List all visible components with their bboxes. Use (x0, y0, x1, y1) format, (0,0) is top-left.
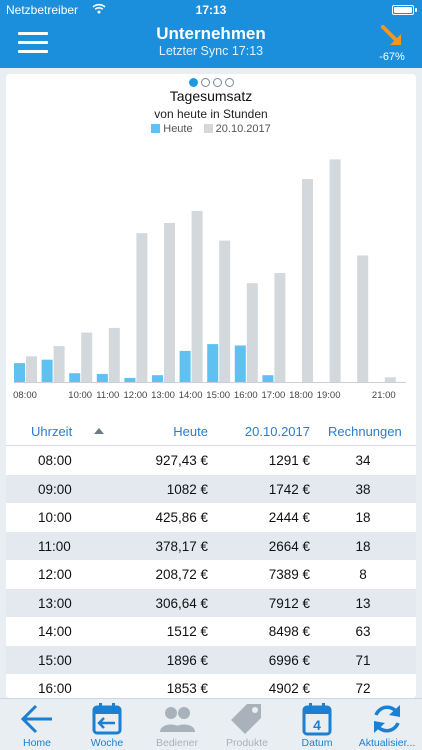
bar-heute[interactable] (69, 373, 80, 382)
sales-card (6, 74, 416, 698)
cell-rechnungen: 18 (355, 538, 371, 554)
tab-label: Home (22, 737, 51, 749)
cell-heute: 425,86 € (155, 510, 208, 525)
x-tick-label: 08:00 (13, 390, 37, 401)
tab-label: Aktualisier... (358, 737, 416, 749)
x-tick-label: 17:00 (261, 390, 286, 401)
tab-label: Woche (90, 737, 124, 749)
table-row[interactable] (6, 503, 416, 532)
header-time[interactable]: Uhrzeit (31, 424, 73, 439)
back-arrow-icon (19, 702, 55, 736)
cell-prev: 7389 € (268, 567, 310, 582)
bar-heute[interactable] (124, 378, 135, 382)
bar-heute[interactable] (235, 346, 246, 383)
legend-label: Heute (163, 123, 193, 135)
table-header (6, 418, 416, 446)
table-row[interactable] (6, 646, 416, 675)
header-prev[interactable]: 20.10.2017 (244, 424, 310, 439)
cell-time: 11:00 (38, 538, 71, 554)
bar-prev[interactable] (54, 346, 65, 382)
cell-time: 14:00 (38, 624, 72, 639)
cell-rechnungen: 71 (355, 652, 371, 668)
cell-prev: 2444 € (268, 510, 310, 525)
x-tick-label: 10:00 (68, 390, 93, 401)
bar-prev[interactable] (330, 159, 341, 382)
cell-prev: 1291 € (268, 453, 310, 468)
cell-rechnungen: 38 (355, 481, 371, 497)
table-row[interactable] (6, 446, 416, 475)
bar-prev[interactable] (81, 333, 92, 382)
cell-rechnungen: 13 (355, 595, 371, 611)
cell-rechnungen: 63 (355, 624, 371, 639)
cell-heute: 1853 € (166, 681, 208, 696)
x-tick-label: 13:00 (151, 390, 175, 401)
page-dot[interactable] (213, 78, 222, 87)
cell-time: 13:00 (38, 595, 72, 611)
page-title: Unternehmen (156, 24, 266, 43)
last-sync-label: Letzter Sync 17:13 (158, 44, 264, 58)
table-row[interactable] (6, 589, 416, 618)
cell-heute: 1512 € (166, 624, 208, 639)
cell-rechnungen: 34 (355, 453, 371, 468)
trend-percentage: -67% (379, 51, 405, 63)
x-tick-label: 18:00 (289, 390, 313, 401)
cell-time: 16:00 (38, 681, 72, 696)
bar-heute[interactable] (262, 375, 273, 382)
cell-heute: 378,17 € (155, 538, 208, 554)
header-rechnungen[interactable]: Rechnungen (328, 424, 402, 439)
page-dot[interactable] (201, 78, 210, 87)
bar-prev[interactable] (274, 273, 285, 382)
x-tick-label: 19:00 (316, 390, 341, 401)
battery-icon (392, 5, 414, 15)
calendar-day-icon (299, 702, 335, 736)
bar-prev[interactable] (219, 241, 230, 382)
legend-item-heute (151, 123, 192, 135)
cell-prev: 7912 € (268, 595, 310, 611)
tab-label: Produkte (225, 737, 269, 749)
cell-time: 12:00 (38, 567, 72, 582)
bar-prev[interactable] (109, 328, 120, 382)
chart-legend (6, 123, 416, 135)
cell-prev: 4902 € (268, 681, 310, 696)
legend-item-prev (204, 123, 271, 135)
status-time: 17:13 (195, 3, 227, 17)
bar-prev[interactable] (302, 179, 313, 382)
table-row[interactable] (6, 617, 416, 646)
cell-prev: 2664 € (268, 538, 310, 554)
page-dot[interactable] (189, 78, 198, 87)
refresh-icon (369, 702, 405, 736)
cell-rechnungen: 72 (355, 681, 371, 696)
tab-datum[interactable] (282, 699, 352, 750)
sales-table (6, 446, 416, 698)
x-tick-label: 14:00 (178, 390, 203, 401)
cell-prev: 8498 € (268, 624, 310, 639)
carrier-name: Netzbetreiber (6, 3, 79, 17)
cell-prev: 6996 € (268, 652, 310, 668)
bar-heute[interactable] (152, 375, 163, 382)
bar-heute[interactable] (14, 363, 25, 382)
bar-prev[interactable] (26, 356, 37, 382)
cell-heute: 306,64 € (155, 595, 208, 611)
cell-heute: 1896 € (166, 652, 208, 668)
cell-heute: 927,43 € (155, 453, 208, 468)
cell-time: 10:00 (38, 510, 72, 525)
cell-heute: 208,72 € (155, 567, 208, 582)
x-tick-label: 21:00 (371, 390, 396, 401)
cell-time: 15:00 (38, 652, 72, 668)
chart-subtitle: von heute in Stunden (154, 107, 268, 121)
bar-prev[interactable] (357, 256, 368, 383)
tab-bediener[interactable] (142, 699, 212, 750)
bar-heute[interactable] (42, 360, 53, 382)
sales-bar-chart[interactable] (6, 136, 416, 416)
bar-prev[interactable] (385, 377, 396, 382)
x-tick-label: 16:00 (233, 390, 258, 401)
trend-down-arrow-icon (380, 24, 404, 48)
nav-bar (0, 20, 422, 68)
calendar-day-number: 4 (313, 717, 321, 733)
x-tick-label: 15:00 (206, 390, 231, 401)
legend-swatch (151, 124, 160, 133)
sort-ascending-icon[interactable] (94, 428, 104, 434)
bar-heute[interactable] (207, 344, 218, 382)
cell-time: 08:00 (38, 453, 72, 468)
table-row[interactable] (6, 674, 416, 698)
cell-time: 09:00 (38, 481, 72, 497)
cell-heute: 1082 € (166, 481, 208, 497)
bar-prev[interactable] (136, 233, 147, 382)
tab-bar (0, 698, 422, 750)
cell-rechnungen: 18 (355, 510, 371, 525)
bar-heute[interactable] (97, 374, 108, 382)
tab-produkte[interactable] (212, 699, 282, 750)
x-tick-label: 11:00 (96, 390, 120, 401)
chart-title: Tagesumsatz (169, 88, 253, 104)
tags-icon (229, 702, 265, 736)
tab-label: Bediener (155, 737, 199, 749)
tab-label: Datum (301, 737, 333, 749)
legend-label: 20.10.2017 (215, 123, 271, 135)
tab-aktualisieren[interactable] (352, 699, 422, 750)
cell-prev: 1742 € (268, 481, 310, 497)
page-dot[interactable] (225, 78, 234, 87)
cell-rechnungen: 8 (359, 567, 367, 582)
status-bar (0, 0, 422, 20)
table-row[interactable] (6, 560, 416, 589)
tab-woche[interactable] (72, 699, 142, 750)
table-row[interactable] (6, 475, 416, 504)
trend-indicator[interactable] (370, 24, 414, 66)
users-icon (159, 702, 195, 736)
tab-home[interactable] (2, 699, 72, 750)
bar-prev[interactable] (192, 211, 203, 382)
calendar-week-icon (89, 702, 125, 736)
bar-prev[interactable] (247, 283, 258, 382)
page-indicator[interactable] (6, 74, 416, 86)
bar-heute[interactable] (180, 351, 191, 382)
x-tick-label: 12:00 (123, 390, 148, 401)
legend-swatch (204, 124, 213, 133)
table-row[interactable] (6, 532, 416, 561)
bar-prev[interactable] (164, 223, 175, 382)
header-heute[interactable]: Heute (173, 424, 208, 439)
